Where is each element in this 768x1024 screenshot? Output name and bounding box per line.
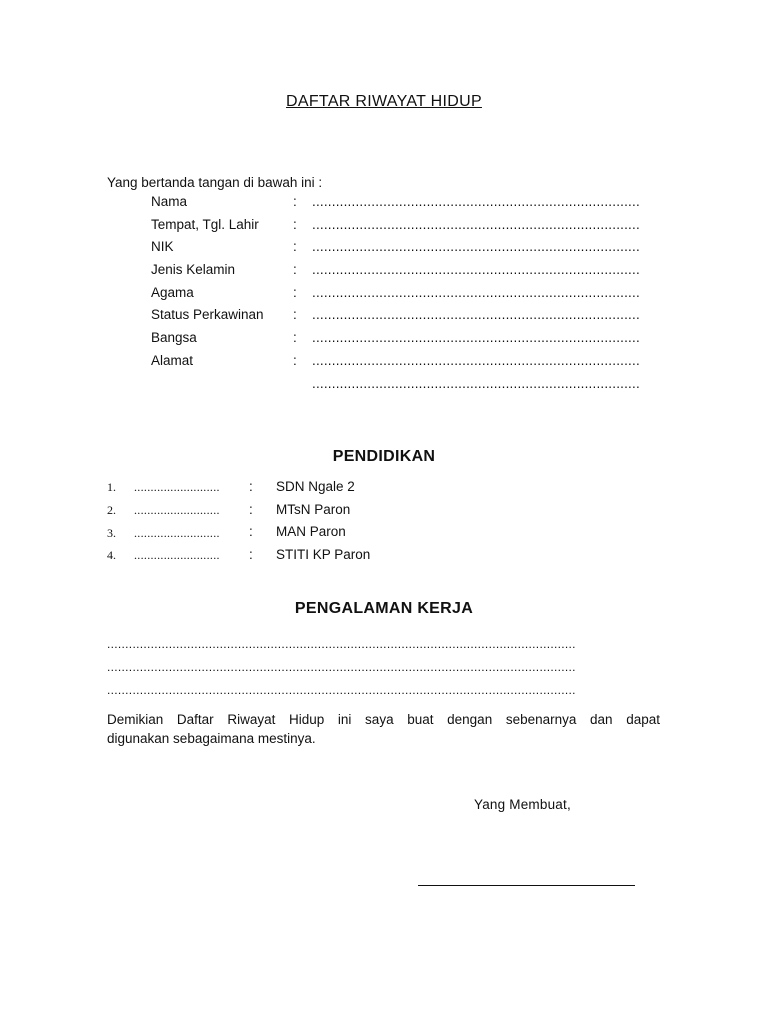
bio-value-nama: ...................................................................................: [312, 194, 640, 209]
list-item-school: MTsN Paron: [276, 502, 351, 517]
bio-value-bangsa: ...................................................................................: [312, 330, 640, 345]
list-item-colon: :: [249, 479, 253, 494]
bio-value-alamat: ...................................................................................: [312, 353, 640, 368]
list-item-number: 3.: [107, 526, 116, 540]
list-item-colon: :: [249, 524, 253, 539]
bio-value-jenis-kelamin: ...................................................................................: [312, 262, 640, 277]
bio-value-alamat-continuation: ...................................................................................: [312, 376, 640, 391]
bio-value-status-perkawinan: ...................................................................................: [312, 307, 640, 322]
work-line: .................................................................................................................................: [107, 660, 576, 674]
list-item-dots: ..........................: [134, 480, 220, 494]
bio-label-bangsa: Bangsa: [151, 330, 197, 345]
bio-colon: :: [293, 353, 297, 368]
list-item-colon: :: [249, 502, 253, 517]
list-item-school: SDN Ngale 2: [276, 479, 355, 494]
bio-colon: :: [293, 239, 297, 254]
list-item-number: 4.: [107, 548, 116, 562]
bio-label-agama: Agama: [151, 285, 194, 300]
list-item-dots: ..........................: [134, 503, 220, 517]
bio-label-alamat: Alamat: [151, 353, 194, 368]
list-item-dots: ..........................: [134, 526, 220, 540]
bio-value-agama: ...................................................................................: [312, 285, 640, 300]
work-line: .................................................................................................................................: [107, 683, 576, 697]
page-title: DAFTAR RIWAYAT HIDUP: [286, 93, 482, 110]
bio-label-status-perkawinan: Status Perkawinan: [151, 307, 264, 322]
list-item-number: 1.: [107, 480, 116, 494]
bio-label-nama: Nama: [151, 194, 188, 209]
bio-colon: :: [293, 285, 297, 300]
bio-colon: :: [293, 217, 297, 232]
bio-colon: :: [293, 307, 297, 322]
education-title: PENDIDIKAN: [332, 448, 436, 465]
list-item-number: 2.: [107, 503, 116, 517]
closing-line-1: Demikian Daftar Riwayat Hidup ini saya buat dengan sebenarnya dan dapat: [107, 712, 660, 727]
signature-line: [418, 885, 635, 886]
closing-statement: [107, 710, 660, 748]
bio-colon: :: [293, 194, 297, 209]
bio-colon: :: [293, 330, 297, 345]
work-line: .................................................................................................................................: [107, 637, 576, 651]
bio-colon: :: [293, 262, 297, 277]
bio-value-nik: ...................................................................................: [312, 239, 640, 254]
signer-label: Yang Membuat,: [474, 797, 571, 812]
bio-label-nik: NIK: [151, 239, 174, 254]
intro-text: Yang bertanda tangan di bawah ini :: [107, 175, 323, 190]
list-item-colon: :: [249, 547, 253, 562]
bio-label-jenis-kelamin: Jenis Kelamin: [151, 262, 236, 277]
list-item-dots: ..........................: [134, 548, 220, 562]
bio-value-tempat-lahir: ...................................................................................: [312, 217, 640, 232]
closing-line-2: digunakan sebagaimana mestinya.: [107, 731, 316, 746]
list-item-school: STITI KP Paron: [276, 547, 371, 562]
list-item-school: MAN Paron: [276, 524, 346, 539]
bio-label-tempat-lahir: Tempat, Tgl. Lahir: [151, 217, 259, 232]
work-title: PENGALAMAN KERJA: [294, 600, 474, 617]
